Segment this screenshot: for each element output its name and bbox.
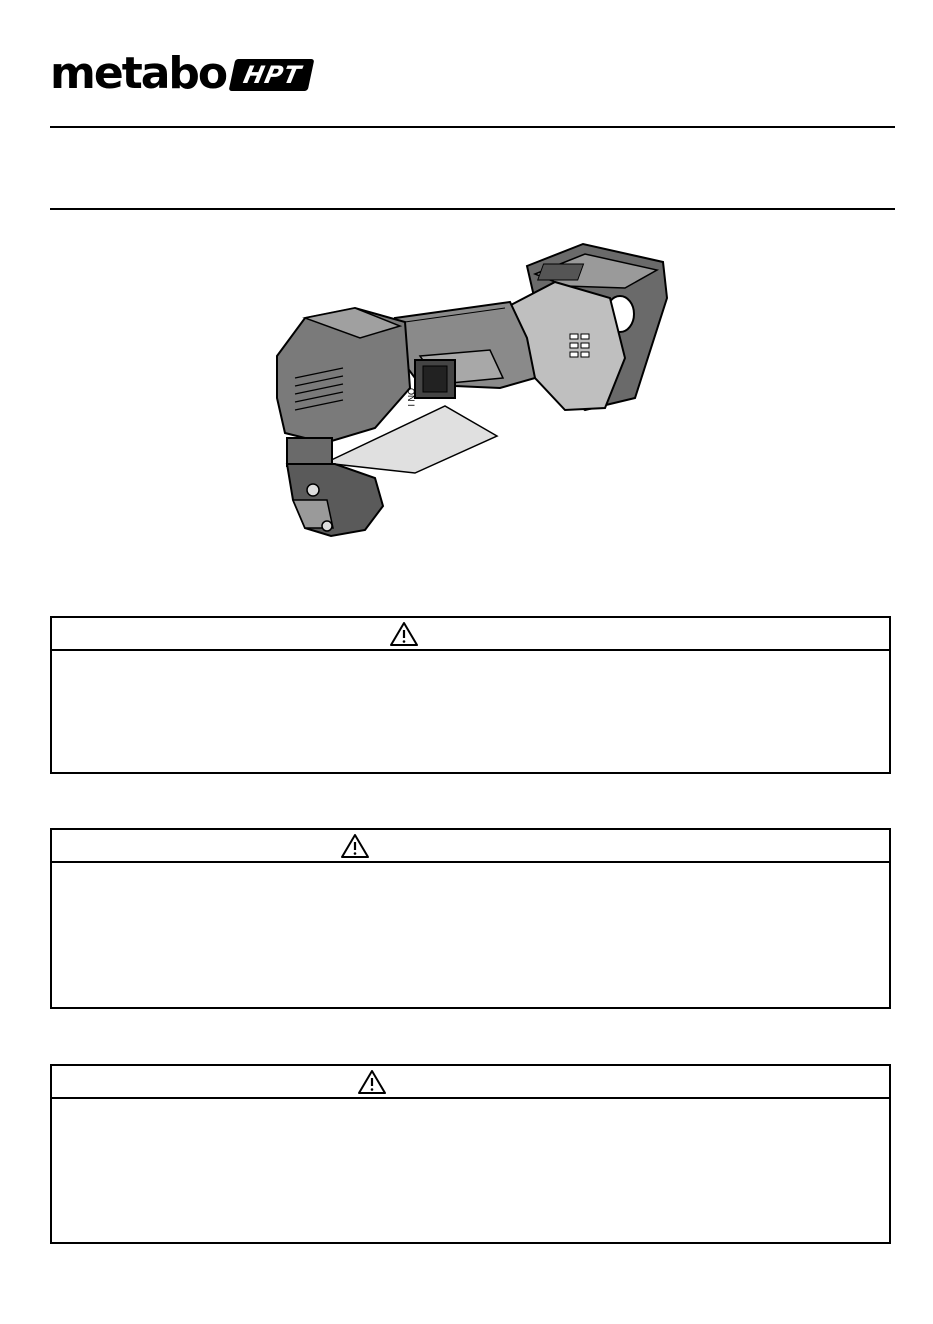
logo-wordmark: metabo [50, 48, 227, 99]
warning-triangle-icon [340, 833, 370, 859]
warning-box-1 [50, 616, 891, 774]
title-rule [50, 208, 895, 210]
brand-logo [50, 48, 311, 99]
switch-label: ON I [406, 388, 416, 407]
warning-header-3 [52, 1066, 889, 1099]
warning-box-2 [50, 828, 891, 1009]
warning-header-1 [52, 618, 889, 651]
logo-badge: HPT [229, 59, 315, 91]
warning-header-2 [52, 830, 889, 863]
warning-triangle-icon [357, 1069, 387, 1095]
top-rule [50, 126, 895, 128]
warning-triangle-icon [389, 621, 419, 647]
warning-box-3 [50, 1064, 891, 1244]
cordless-shear-illustration [265, 238, 675, 543]
